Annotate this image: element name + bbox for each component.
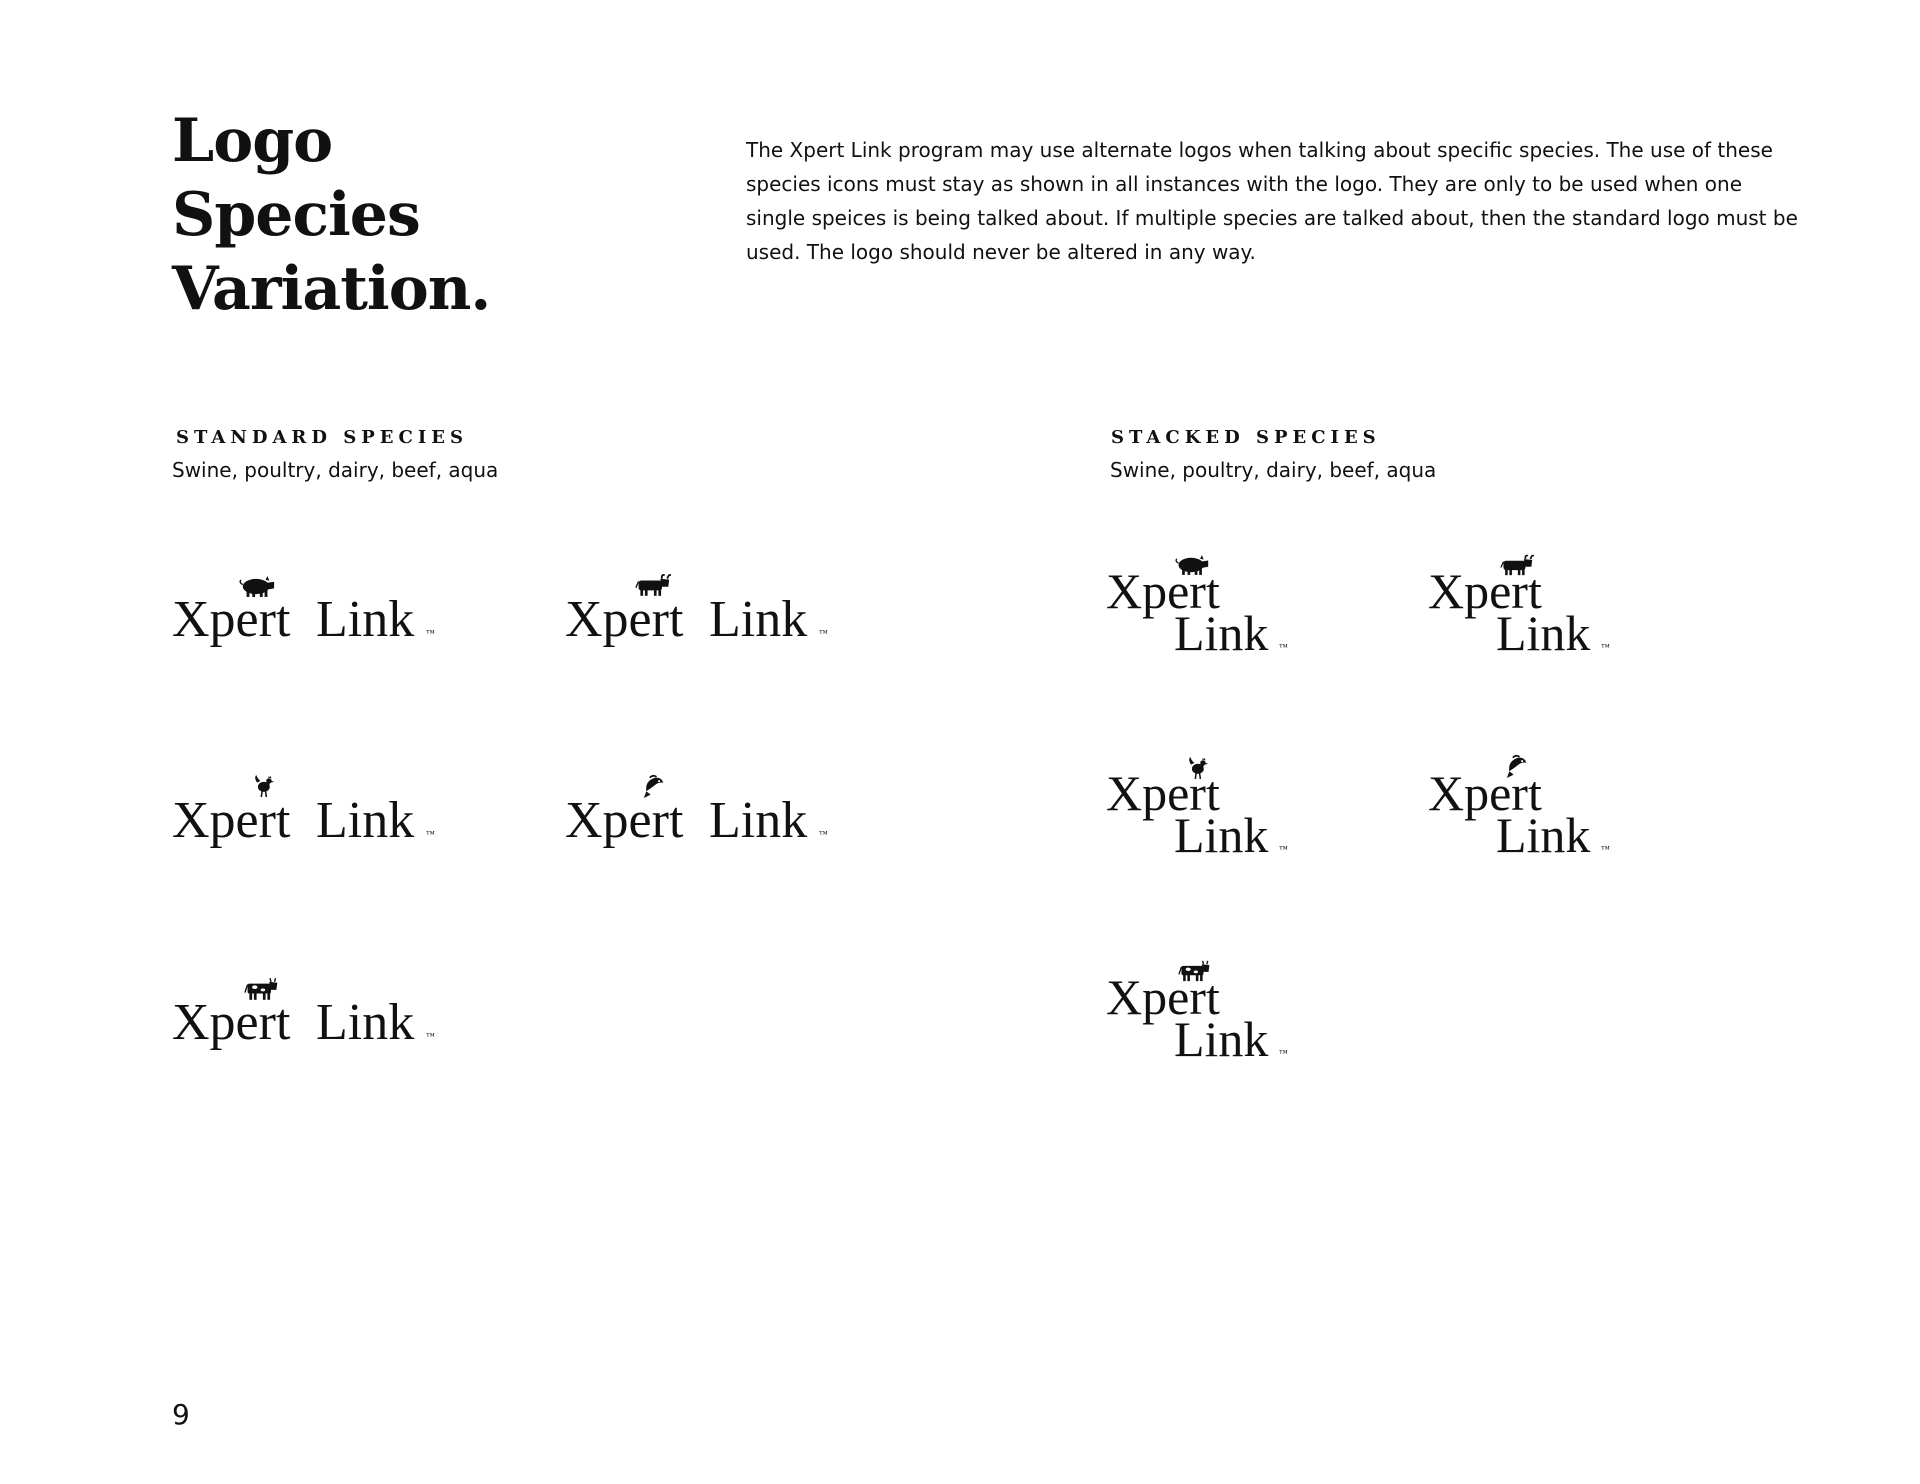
stacked-logo-poultry	[1102, 750, 1322, 870]
logo-word-xpert: Xpert	[172, 591, 291, 648]
page-number: 9	[172, 1398, 190, 1431]
page-title	[172, 104, 490, 326]
stacked-species-heading: STACKED SPECIES	[1111, 427, 1381, 448]
trademark-mark: ™	[426, 1031, 435, 1041]
logo-word-link: Link	[1174, 807, 1269, 863]
stacked-logo-aqua	[1424, 750, 1644, 870]
logo-word-xpert: Xpert	[1106, 563, 1220, 619]
page-title-line-2: Species	[172, 180, 420, 250]
logo-word-xpert: Xpert	[1106, 969, 1220, 1025]
trademark-mark: ™	[1601, 844, 1610, 854]
standard-logo-beef	[563, 555, 883, 695]
logo-word-link: Link	[1496, 605, 1591, 661]
logo-word-link: Link	[709, 792, 808, 849]
stacked-species-subtitle: Swine, poultry, dairy, beef, aqua	[1110, 458, 1437, 482]
logo-word-xpert: Xpert	[172, 792, 291, 849]
logo-word-xpert: Xpert	[172, 994, 291, 1051]
trademark-mark: ™	[1279, 1048, 1288, 1058]
logo-word-link: Link	[709, 591, 808, 648]
stacked-logo-beef	[1424, 548, 1644, 668]
standard-logo-aqua	[563, 756, 883, 896]
standard-logo-poultry	[170, 756, 490, 896]
logo-word-xpert: Xpert	[1106, 765, 1220, 821]
trademark-mark: ™	[819, 829, 828, 839]
standard-species-heading: STANDARD SPECIES	[176, 427, 468, 448]
stacked-logo-dairy	[1102, 954, 1322, 1074]
logo-word-link: Link	[1174, 1011, 1269, 1067]
logo-word-link: Link	[1496, 807, 1591, 863]
trademark-mark: ™	[1279, 642, 1288, 652]
page-title-line-3: Variation.	[172, 254, 491, 324]
trademark-mark: ™	[1279, 844, 1288, 854]
standard-logo-dairy	[170, 958, 490, 1098]
logo-word-xpert: Xpert	[565, 792, 684, 849]
logo-word-xpert: Xpert	[1428, 563, 1542, 619]
trademark-mark: ™	[1601, 642, 1610, 652]
intro-paragraph: The Xpert Link program may use alternate logos when talking about specific species. The use of these species icons must stay as shown in all instances with the logo. They are only to be used when one single speices is being talked about. If multiple species are talked about, then the standard logo must be used. The logo should never be altered in any way.	[746, 138, 1798, 264]
logo-word-xpert: Xpert	[1428, 765, 1542, 821]
logo-word-link: Link	[316, 591, 415, 648]
trademark-mark: ™	[426, 628, 435, 638]
trademark-mark: ™	[426, 829, 435, 839]
trademark-mark: ™	[819, 628, 828, 638]
logo-word-xpert: Xpert	[565, 591, 684, 648]
standard-logo-swine	[170, 555, 490, 695]
logo-word-link: Link	[316, 994, 415, 1051]
logo-word-link: Link	[1174, 605, 1269, 661]
page-title-line-1: Logo	[172, 106, 333, 176]
logo-word-link: Link	[316, 792, 415, 849]
stacked-logo-swine	[1102, 548, 1322, 668]
standard-species-subtitle: Swine, poultry, dairy, beef, aqua	[172, 458, 499, 482]
